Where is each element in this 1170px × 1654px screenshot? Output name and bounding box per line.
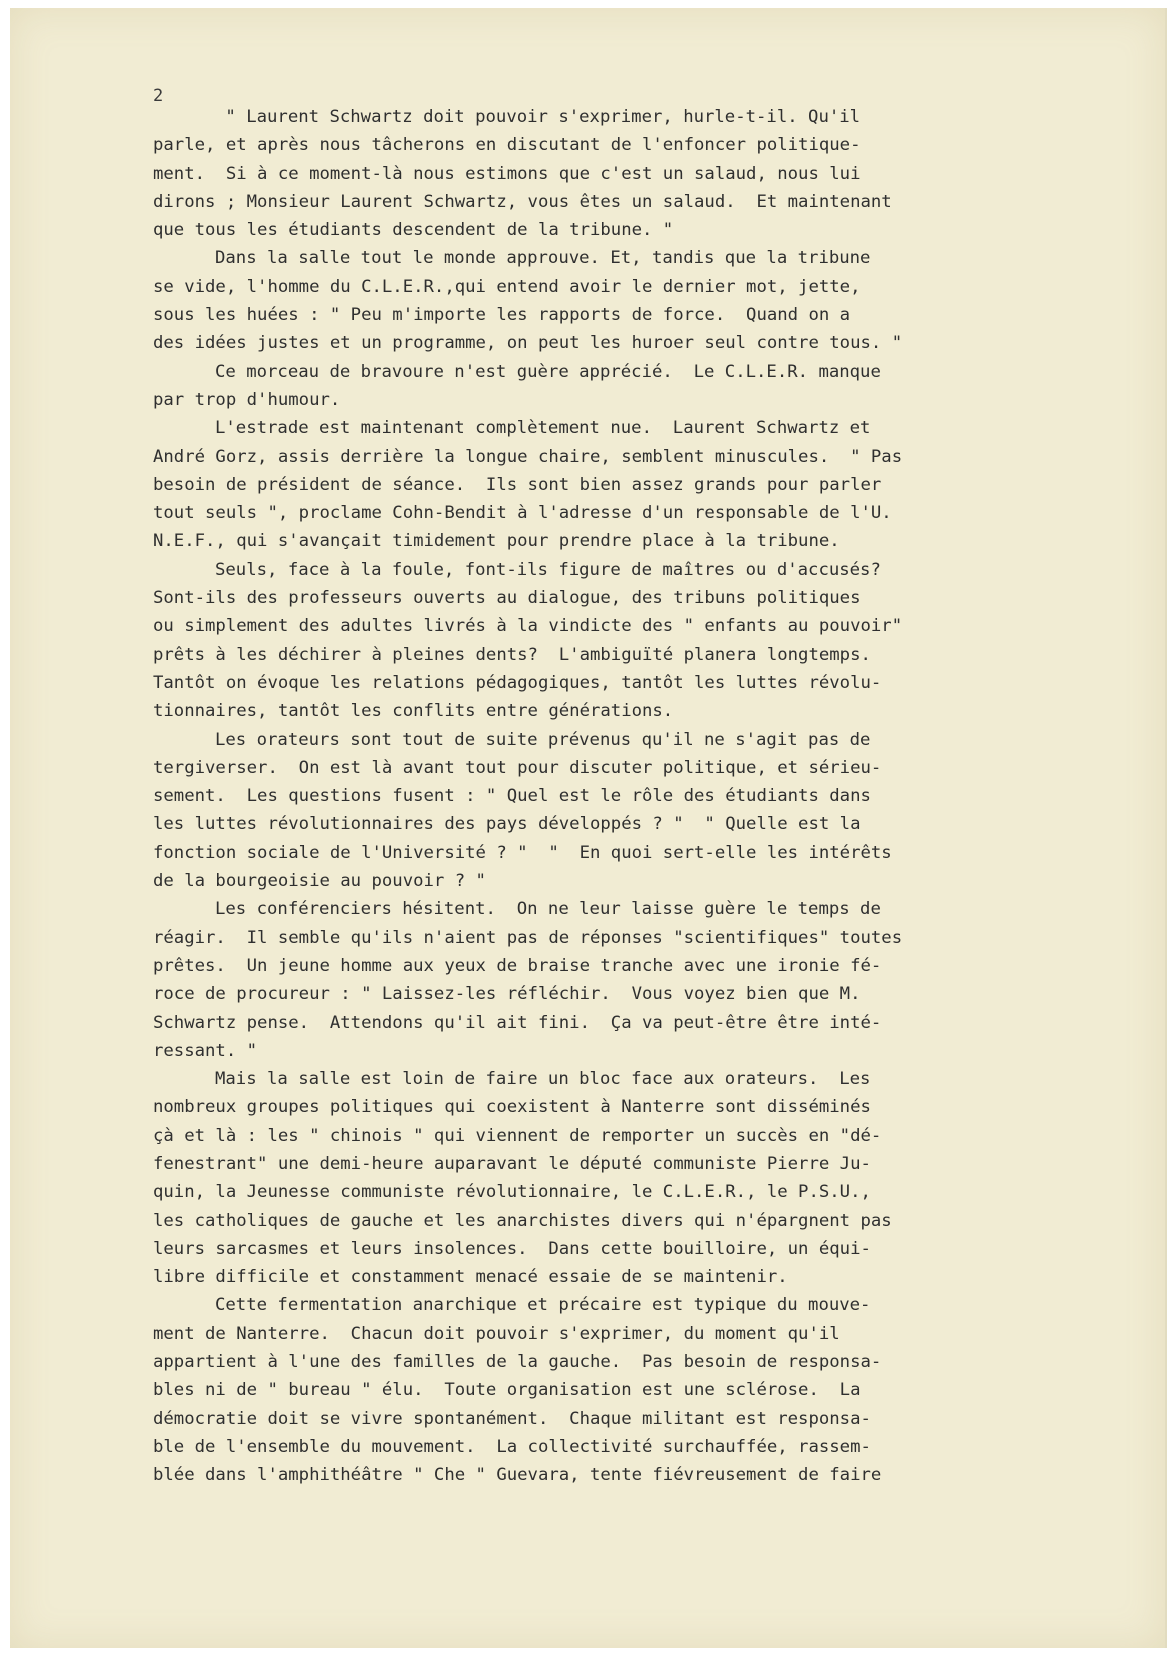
paragraph: [153, 358, 1013, 415]
text-line: Tantôt on évoque les relations pédagogiques, tantôt les luttes révolu-: [153, 672, 882, 693]
body-text: [153, 103, 1013, 1490]
paragraph: [153, 1291, 1013, 1489]
text-line: L'estrade est maintenant complètement nue. Laurent Schwartz et: [215, 418, 871, 439]
text-line: leurs sarcasmes et leurs insolences. Dans cette bouilloire, un équi-: [153, 1238, 871, 1259]
text-line: Ce morceau de bravoure n'est guère apprécié. Le C.L.E.R. manque: [215, 361, 881, 382]
text-line: fonction sociale de l'Université ? " " En quoi sert-elle les intérêts: [153, 842, 892, 863]
text-line: André Gorz, assis derrière la longue chaire, semblent minuscules. " Pas: [153, 446, 903, 467]
text-line: ou simplement des adultes livrés à la vindicte des " enfants au pouvoir": [153, 616, 903, 637]
text-line: Les orateurs sont tout de suite prévenus qu'il ne s'agit pas de: [215, 729, 871, 750]
text-line: ressant. ": [153, 1040, 258, 1061]
text-line: besoin de président de séance. Ils sont bien assez grands pour parler: [153, 474, 882, 495]
text-line: Schwartz pense. Attendons qu'il ait fini. Ça va peut-être être inté-: [153, 1012, 882, 1033]
text-line: de la bourgeoisie au pouvoir ? ": [153, 871, 486, 892]
text-line: roce de procureur : " Laissez-les réfléchir. Vous voyez bien que M.: [153, 984, 861, 1005]
paragraph: [153, 556, 1013, 726]
text-line: que tous les étudiants descendent de la tribune. ": [153, 220, 674, 241]
text-line: tergiverser. On est là avant tout pour discuter politique, et sérieu-: [153, 757, 882, 778]
text-line: dirons ; Monsieur Laurent Schwartz, vous êtes un salaud. Et maintenant: [153, 191, 892, 212]
text-line: fenestrant" une demi-heure auparavant le député communiste Pierre Ju-: [153, 1153, 871, 1174]
text-line: démocratie doit se vivre spontanément. Chaque militant est responsa-: [153, 1408, 871, 1429]
text-line: les luttes révolutionnaires des pays développés ? " " Quelle est la: [153, 814, 861, 835]
text-line: les catholiques de gauche et les anarchistes divers qui n'épargnent pas: [153, 1210, 892, 1231]
text-line: ment. Si à ce moment-là nous estimons que c'est un salaud, nous lui: [153, 163, 861, 184]
text-line: se vide, l'homme du C.L.E.R.,qui entend avoir le dernier mot, jette,: [153, 276, 861, 297]
text-line: prêts à les déchirer à pleines dents? L'ambiguïté planera longtemps.: [153, 644, 871, 665]
text-line: tionnaires, tantôt les conflits entre générations.: [153, 701, 674, 722]
paragraph: [153, 726, 1013, 896]
text-line: appartient à l'une des familles de la gauche. Pas besoin de responsa-: [153, 1352, 882, 1373]
text-line: Cette fermentation anarchique et précaire est typique du mouve-: [215, 1295, 871, 1316]
text-line: Les conférenciers hésitent. On ne leur laisse guère le temps de: [215, 899, 881, 920]
text-line: tout seuls ", proclame Cohn-Bendit à l'adresse d'un responsable de l'U.: [153, 503, 892, 524]
typewritten-page: [10, 8, 1167, 1648]
text-line: bles ni de " bureau " élu. Toute organisation est une sclérose. La: [153, 1380, 861, 1401]
paragraph: [153, 895, 1013, 1065]
text-line: Seuls, face à la foule, font-ils figure de maîtres ou d'accusés?: [215, 559, 881, 580]
paragraph: [153, 103, 1013, 244]
text-line: çà et là : les " chinois " qui viennent de remporter un succès en "dé-: [153, 1125, 882, 1146]
text-line: Sont-ils des professeurs ouverts au dialogue, des tribuns politiques: [153, 588, 861, 609]
text-line: sement. Les questions fusent : " Quel est le rôle des étudiants dans: [153, 786, 871, 807]
text-line: parle, et après nous tâcherons en discutant de l'enfoncer politique-: [153, 135, 861, 156]
text-line: N.E.F., qui s'avançait timidement pour prendre place à la tribune.: [153, 531, 840, 552]
text-line: des idées justes et un programme, on peut les huroer seul contre tous. ": [153, 333, 903, 354]
paragraph: [153, 414, 1013, 555]
text-line: ble de l'ensemble du mouvement. La collectivité surchauffée, rassem-: [153, 1436, 871, 1457]
text-line: Dans la salle tout le monde approuve. Et, tandis que la tribune: [215, 248, 871, 269]
paragraph: [153, 244, 1013, 357]
paragraph: [153, 1065, 1013, 1291]
text-line: libre difficile et constamment menacé essaie de se maintenir.: [153, 1267, 788, 1288]
text-line: quin, la Jeunesse communiste révolutionnaire, le C.L.E.R., le P.S.U.,: [153, 1182, 871, 1203]
text-line: par trop d'humour.: [153, 389, 341, 410]
text-line: nombreux groupes politiques qui coexistent à Nanterre sont disséminés: [153, 1097, 871, 1118]
page-number: 2: [153, 86, 164, 106]
text-line: sous les huées : " Peu m'importe les rapports de force. Quand on a: [153, 305, 851, 326]
text-line: blée dans l'amphithéâtre " Che " Guevara, tente fiévreusement de faire: [153, 1465, 882, 1486]
text-line: Mais la salle est loin de faire un bloc face aux orateurs. Les: [215, 1069, 871, 1090]
text-line: réagir. Il semble qu'ils n'aient pas de réponses "scientifiques" toutes: [153, 927, 903, 948]
text-line: " Laurent Schwartz doit pouvoir s'exprimer, hurle-t-il. Qu'il: [215, 107, 861, 127]
text-line: ment de Nanterre. Chacun doit pouvoir s'exprimer, du moment qu'il: [153, 1323, 840, 1344]
text-line: prêtes. Un jeune homme aux yeux de braise tranche avec une ironie fé-: [153, 955, 882, 976]
